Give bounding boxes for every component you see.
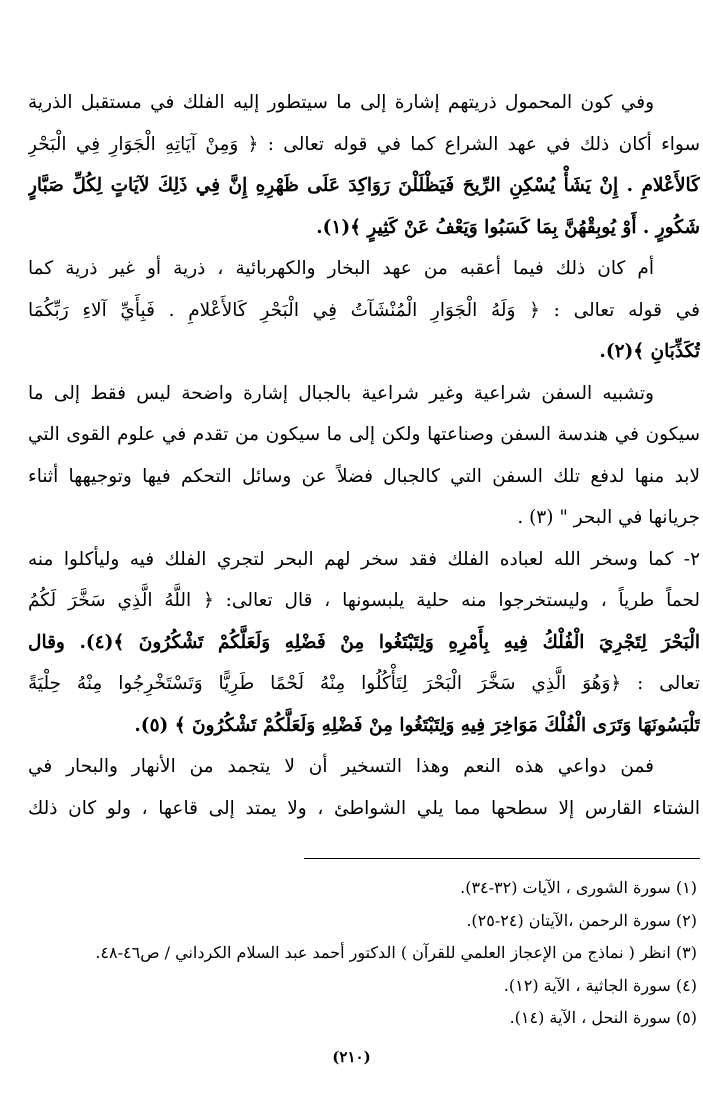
footnote: (٣) انظر ( نماذج من الإعجاز العلمي للقرآن ) الدكتور أحمد عبد السلام الكرداني / ص٤٦-٤٨. — [95, 943, 697, 962]
footnote: (٢) سورة الرحمن ،الآيتان (٢٤-٢٥). — [466, 910, 697, 930]
footnote: (٥) سورة النحل ، الآية (١٤). — [509, 1008, 697, 1027]
body-line: تَلْبَسُونَهَا وَتَرَى الْفُلْكَ مَوَاخِرَ فِيهِ وَلِتَبْتَغُوا مِنْ فَضْلِهِ وَلَعَلَّكُمْ تَشْكُرُونَ ﴾ (٥). — [134, 714, 700, 736]
body-line: فمن دواعي هذه النعم وهذا التسخير أن لا يتجمد من الأنهار والبحار في — [28, 756, 654, 777]
body-line: الشتاء القارس إلا سطحها مما يلي الشواطئ ، ولا يمتد إلى قاعها ، ولو كان ذلك — [28, 797, 700, 819]
body-line: لحماً طرياً ، وليستخرجوا منه حلية يلبسونها ، قال تعالى: ﴿ اللَّهُ الَّذِي سَخَّرَ لَكُمُ — [28, 590, 700, 611]
body-line: كَالأَعْلامِ . إِنْ يَشَأْ يُسْكِنِ الرِّيحَ فَيَظْلَلْنَ رَوَاكِدَ عَلَى ظَهْرِهِ إِنَّ فِي ذَلِكَ لآيَاتٍ لِكُلِّ صَبَّارٍ — [28, 175, 700, 196]
body-line: شَكُورٍ . أَوْ يُوبِقْهُنَّ بِمَا كَسَبُوا وَيَعْفُ عَنْ كَثِيرٍ ﴾(١). — [316, 216, 700, 238]
body-line: وتشبيه السفن شراعية وغير شراعية بالجبال إشارة واضحة ليس فقط إلى ما — [28, 382, 654, 404]
footnote: (١) سورة الشورى ، الآيات (٣٢-٣٤). — [460, 878, 697, 897]
footnote-separator — [304, 858, 700, 859]
body-line: في قوله تعالى : ﴿ وَلَهُ الْجَوَارِ الْمُنْشَآتُ فِي الْبَحْرِ كَالأَعْلامِ . فَبِأَيِّ آلاءِ رَبِّكُمَا — [28, 299, 700, 321]
page-number: (٢١٠) — [332, 1048, 371, 1066]
page-body — [28, 82, 700, 829]
body-line: وفي كون المحمول ذريتهم إشارة إلى ما سيتطور إليه الفلك في مستقبل الذرية — [28, 92, 654, 113]
body-line: ٢- كما وسخر الله لعباده الفلك فقد سخر لهم البحر لتجري الفلك فيه وليأكلوا منه — [28, 548, 700, 570]
body-line: لابد منها لدفع تلك السفن التي كالجبال فضلاً عن وسائل التحكم فيها وتوجيهها أثناء — [28, 465, 700, 487]
body-line: تعالى : ﴿وَهُوَ الَّذِي سَخَّرَ الْبَحْرَ لِتَأْكُلُوا مِنْهُ لَحْمًا طَرِيًّا وَتَسْتَخْرِجُوا مِنْهُ حِلْيَةً — [28, 673, 700, 694]
body-line: سيكون في هندسة السفن وصناعتها ولكن إلى ما سيكون من تقدم في علوم القوى التي — [28, 424, 700, 445]
body-line: تُكَذِّبَانِ ﴾(٢). — [599, 341, 700, 362]
body-line: جريانها في البحر " (٣) . — [517, 507, 700, 528]
footnote: (٤) سورة الجاثية ، الآية (١٢). — [503, 975, 697, 995]
body-line: سواء أكان ذلك في عهد الشراع كما في قوله تعالى : ﴿ وَمِنْ آيَاتِهِ الْجَوَارِ فِي الْبَحْرِ — [28, 133, 700, 155]
body-line: أم كان ذلك فيما أعقبه من عهد البخار والكهربائية ، ذرية أو غير ذرية كما — [28, 258, 654, 279]
footnotes — [25, 872, 697, 1035]
body-line: الْبَحْرَ لِتَجْرِيَ الْفُلْكُ فِيهِ بِأَمْرِهِ وَلِتَبْتَغُوا مِنْ فَضْلِهِ وَلَعَلَّكُمْ تَشْكُرُونَ ﴾(٤). وقال — [28, 631, 700, 653]
